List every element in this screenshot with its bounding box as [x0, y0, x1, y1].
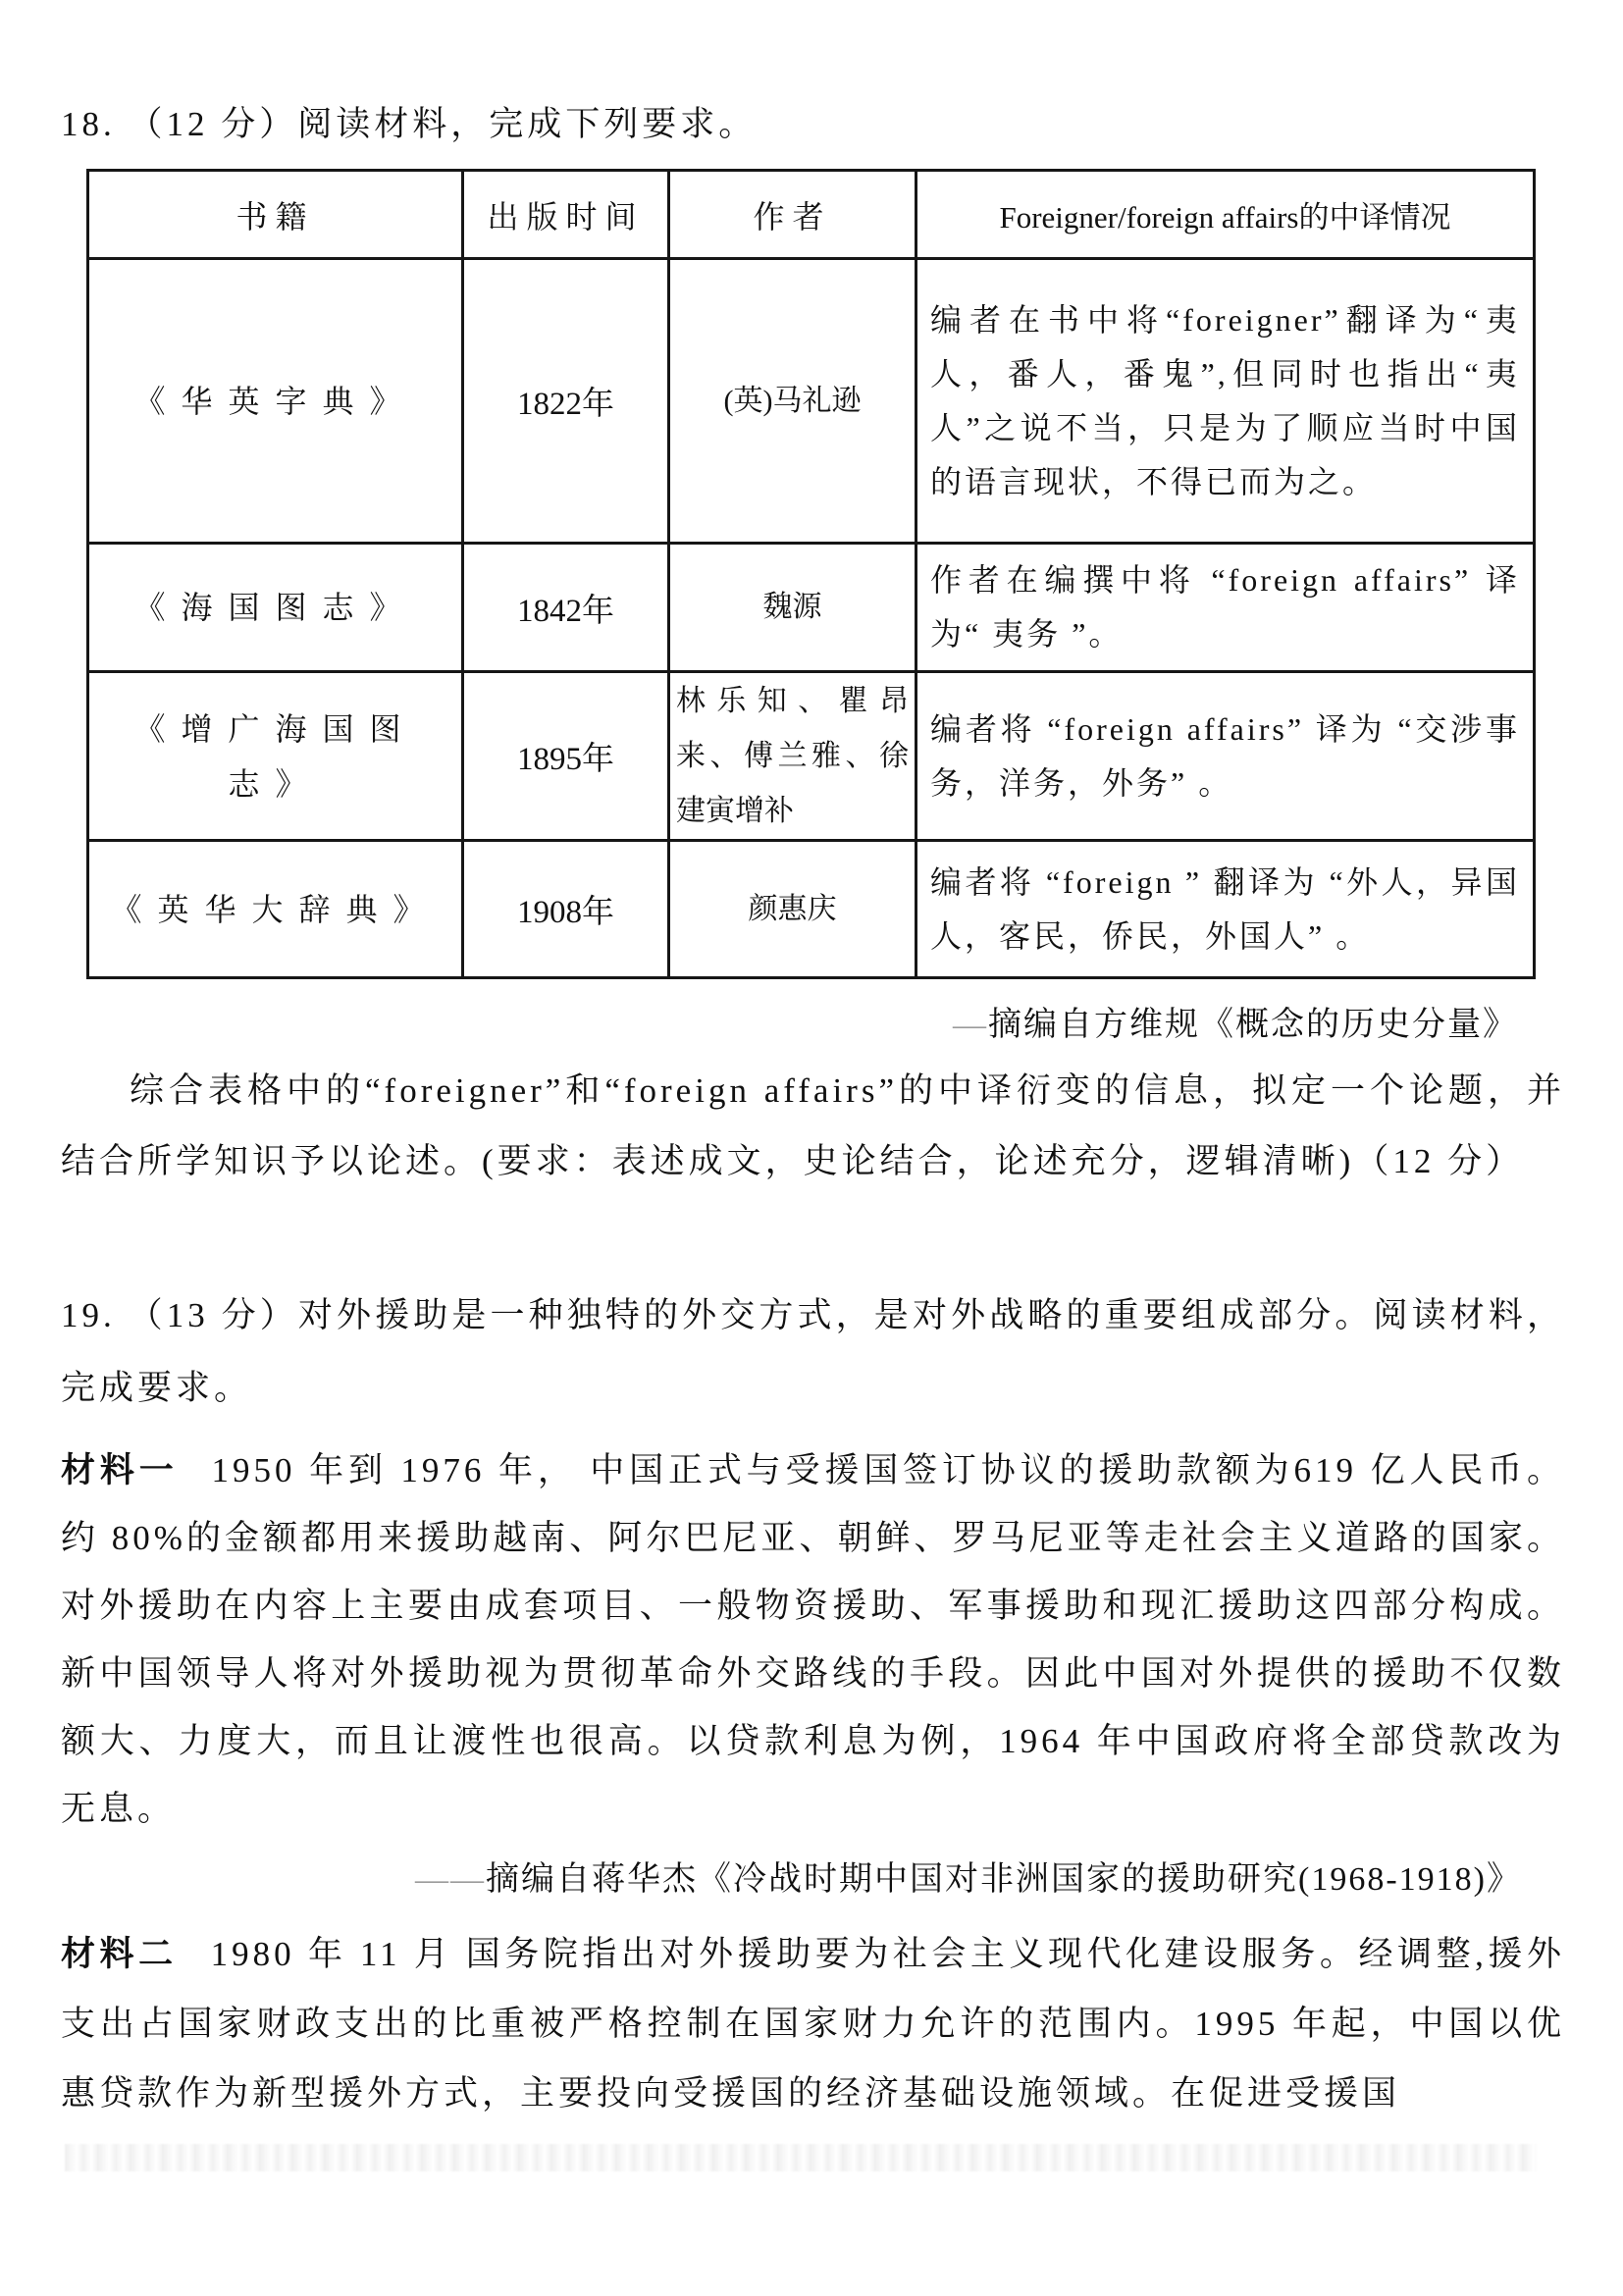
material-2-text: 1980 年 11 月 国务院指出对外援助要为社会主义现代化建设服务。经调整,援外支出占国家财政支出的比重被严格控制在国家财力允许的范围内。1995 年起，中国以优惠贷款作为新型援外方式，主要投向受援国的经济基础设施领域。在促进受援国 — [61, 1935, 1565, 2113]
cell-author: (英)马礼逊 — [669, 259, 916, 544]
question-19-header: 19. （13 分）对外援助是一种独特的外交方式，是对外战略的重要组成部分。阅读材料，完成要求。 — [61, 1296, 1565, 1407]
material-1-paragraph — [61, 1436, 1565, 1843]
cell-book-title: 《增广海国图志》 — [88, 672, 463, 841]
question-18-task: 综合表格中的“foreigner”和“foreign affairs”的中译衍变的信息，拟定一个论题，并结合所学知识予以论述。(要求：表述成文，史论结合，论述充分，逻辑清晰)（12 分） — [61, 1071, 1565, 1180]
cell-book-title: 《海国图志》 — [88, 544, 463, 672]
cell-author: 林乐知、瞿昂来、傅兰雅、徐建寅增补 — [669, 672, 916, 841]
cell-translation-note: 编者将 “foreign affairs” 译为 “交涉事务，洋务，外务” 。 — [916, 672, 1535, 841]
cell-translation-note: 作者在编撰中将 “foreign affairs” 译为“ 夷务 ”。 — [916, 544, 1535, 672]
column-header-book: 书籍 — [88, 171, 463, 259]
cell-author: 颜惠庆 — [669, 841, 916, 978]
material-1-text: 1950 年到 1976 年， 中国正式与受援国签订协议的援助款额为619 亿人民币。约 80%的金额都用来援助越南、阿尔巴尼亚、朝鲜、罗马尼亚等走社会主义道路的国家。对外援助在内容上主要由成套项目、一般物资援助、军事援助和现汇援助这四部分构成。新中国领导人将对外援助视为贯彻革命外交路线的手段。因此中国对外提供的援助不仅数额大、力度大，而且让渡性也很高。以贷款利息为例，1964 年中国政府将全部贷款改为无息。 — [61, 1451, 1565, 1828]
cell-publish-year: 1822年 — [463, 259, 669, 544]
source-dash: —— — [415, 1861, 487, 1898]
material-2-label: 材料二 — [61, 1935, 178, 1973]
cell-translation-note: 编者在书中将“foreigner”翻译为“夷人，番人，番鬼”,但同时也指出“夷人”之说不当，只是为了顺应当时中国的语言现状，不得已而为之。 — [916, 259, 1535, 544]
column-header-translation: Foreigner/foreign affairs的中译情况 — [916, 171, 1535, 259]
cell-publish-year: 1908年 — [463, 841, 669, 978]
translation-table — [86, 169, 1536, 979]
faded-cutoff-text-line — [65, 2144, 1537, 2171]
column-header-publish-time: 出版时间 — [463, 171, 669, 259]
material-1-source-line — [61, 1858, 1565, 1902]
cell-publish-year: 1895年 — [463, 672, 669, 841]
cell-book-title: 《英华大辞典》 — [88, 841, 463, 978]
source-dash: — — [953, 1007, 988, 1043]
table-row — [88, 259, 1535, 544]
column-header-author: 作者 — [669, 171, 916, 259]
table-header-row — [88, 171, 1535, 259]
question-18-header: 18. （12 分）阅读材料，完成下列要求。 — [61, 105, 758, 143]
cell-translation-note: 编者将 “foreign ” 翻译为 “外人，异国人，客民，侨民，外国人” 。 — [916, 841, 1535, 978]
table-row — [88, 841, 1535, 978]
cell-author: 魏源 — [669, 544, 916, 672]
material-1-source-text: 摘编自蒋华杰《冷战时期中国对非洲国家的援助研究(1968-1918)》 — [486, 1861, 1522, 1898]
table-row — [88, 544, 1535, 672]
document-page — [0, 102, 1623, 2296]
material-2-paragraph — [61, 1919, 1565, 2128]
material-1-label: 材料一 — [61, 1451, 179, 1489]
cell-book-title: 《华英字典》 — [88, 259, 463, 544]
cell-publish-year: 1842年 — [463, 544, 669, 672]
table-row — [88, 672, 1535, 841]
table-source-text: 摘编自方维规《概念的历史分量》 — [988, 1007, 1518, 1043]
table-source-line — [61, 1005, 1565, 1046]
